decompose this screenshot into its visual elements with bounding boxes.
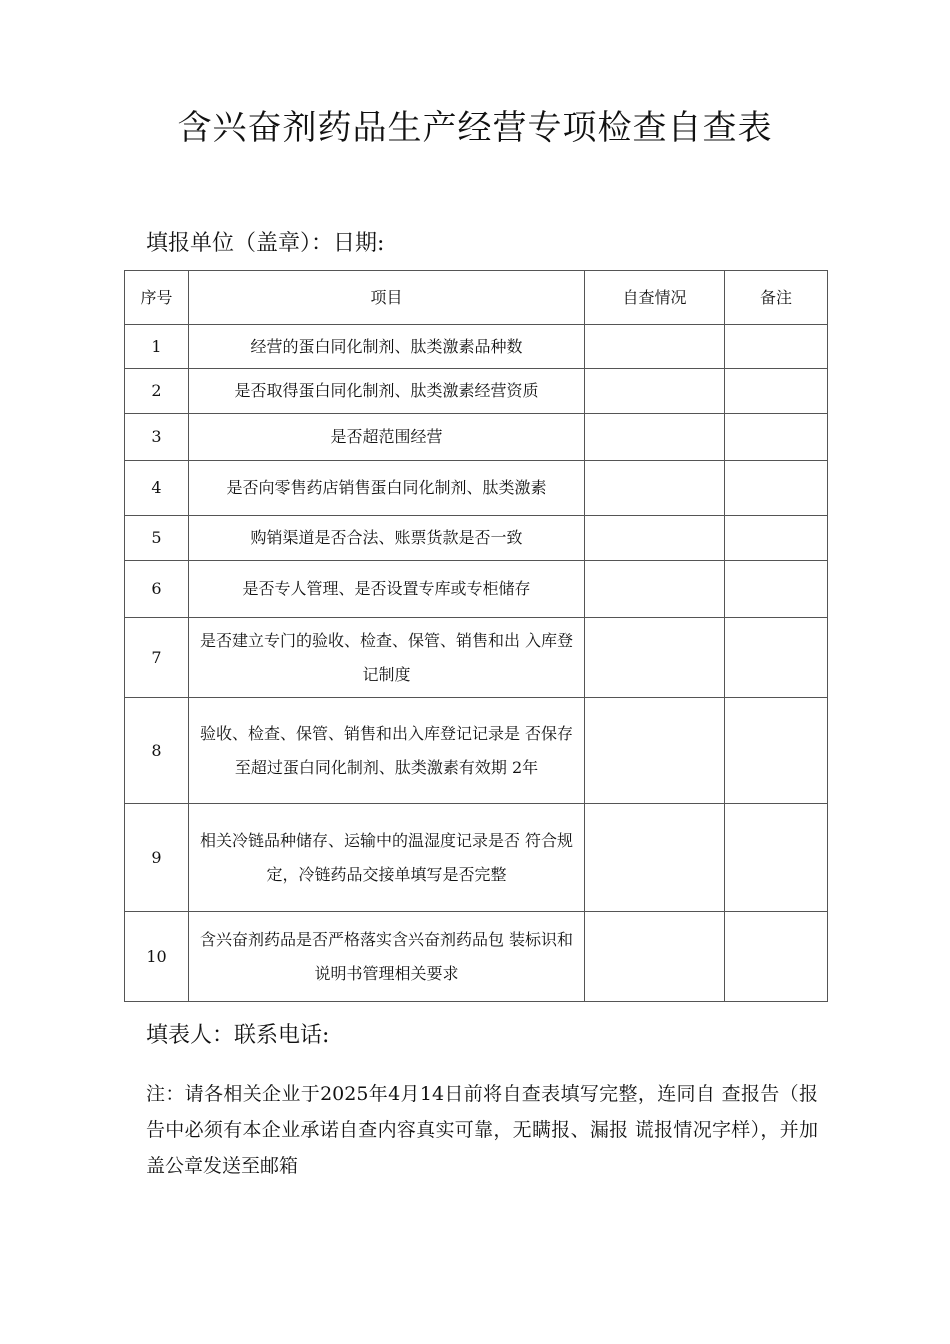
table-row: [125, 369, 828, 414]
row-note-cell[interactable]: [725, 325, 828, 369]
row-item: 含兴奋剂药品是否严格落实含兴奋剂药品包 装标识和说明书管理相关要求: [189, 912, 585, 1002]
row-item: 购销渠道是否合法、账票货款是否一致: [189, 516, 585, 561]
row-no: 9: [125, 804, 189, 912]
row-item: 是否超范围经营: [189, 414, 585, 461]
submission-note: 注：请各相关企业于2025年4月14日前将自查表填写完整，连同自 查报告（报告中必须有本企业承诺自查内容真实可靠，无瞒报、漏报 谎报情况字样），并加盖公章发送至邮箱: [146, 1083, 818, 1177]
table-header-row: [125, 271, 828, 325]
row-no: 8: [125, 698, 189, 804]
row-no: 5: [125, 516, 189, 561]
row-check-cell[interactable]: [585, 698, 725, 804]
row-no: 7: [125, 618, 189, 698]
document-title: 含兴奋剂药品生产经营专项检查自查表: [177, 108, 773, 148]
row-item: 相关冷链品种储存、运输中的温湿度记录是否 符合规定，冷链药品交接单填写是否完整: [189, 804, 585, 912]
row-no: 1: [125, 325, 189, 369]
table-row: [125, 516, 828, 561]
row-note-cell[interactable]: [725, 369, 828, 414]
row-check-cell[interactable]: [585, 461, 725, 516]
header-no: 序号: [125, 271, 189, 325]
row-item: 是否专人管理、是否设置专库或专柜储存: [189, 561, 585, 618]
table-row: [125, 461, 828, 516]
row-check-cell[interactable]: [585, 912, 725, 1002]
row-note-cell[interactable]: [725, 561, 828, 618]
row-item: 是否建立专门的验收、检查、保管、销售和出 入库登记制度: [189, 618, 585, 698]
table-row: [125, 804, 828, 912]
header-note: 备注: [725, 271, 828, 325]
row-note-cell[interactable]: [725, 516, 828, 561]
row-check-cell[interactable]: [585, 618, 725, 698]
table-row: [125, 912, 828, 1002]
row-no: 2: [125, 369, 189, 414]
header-check: 自查情况: [585, 271, 725, 325]
row-check-cell[interactable]: [585, 325, 725, 369]
table-row: [125, 325, 828, 369]
table-row: [125, 698, 828, 804]
row-item: 经营的蛋白同化制剂、肽类激素品种数: [189, 325, 585, 369]
row-no: 6: [125, 561, 189, 618]
row-no: 4: [125, 461, 189, 516]
row-check-cell[interactable]: [585, 516, 725, 561]
table-row: [125, 618, 828, 698]
table-row: [125, 414, 828, 461]
row-item: 验收、检查、保管、销售和出入库登记记录是 否保存至超过蛋白同化制剂、肽类激素有效期 2年: [189, 698, 585, 804]
row-item: 是否取得蛋白同化制剂、肽类激素经营资质: [189, 369, 585, 414]
row-note-cell[interactable]: [725, 461, 828, 516]
row-note-cell[interactable]: [725, 912, 828, 1002]
row-no: 10: [125, 912, 189, 1002]
row-item: 是否向零售药店销售蛋白同化制剂、肽类激素: [189, 461, 585, 516]
row-note-cell[interactable]: [725, 618, 828, 698]
row-check-cell[interactable]: [585, 369, 725, 414]
row-note-cell[interactable]: [725, 804, 828, 912]
table-row: [125, 561, 828, 618]
row-check-cell[interactable]: [585, 804, 725, 912]
row-no: 3: [125, 414, 189, 461]
self-check-table: [124, 270, 828, 1002]
row-check-cell[interactable]: [585, 414, 725, 461]
filler-contact-label: 填表人：联系电话:: [146, 1023, 330, 1048]
header-item: 项目: [189, 271, 585, 325]
fill-unit-label: 填报单位（盖章）：日期:: [146, 231, 385, 256]
row-note-cell[interactable]: [725, 698, 828, 804]
row-note-cell[interactable]: [725, 414, 828, 461]
row-check-cell[interactable]: [585, 561, 725, 618]
